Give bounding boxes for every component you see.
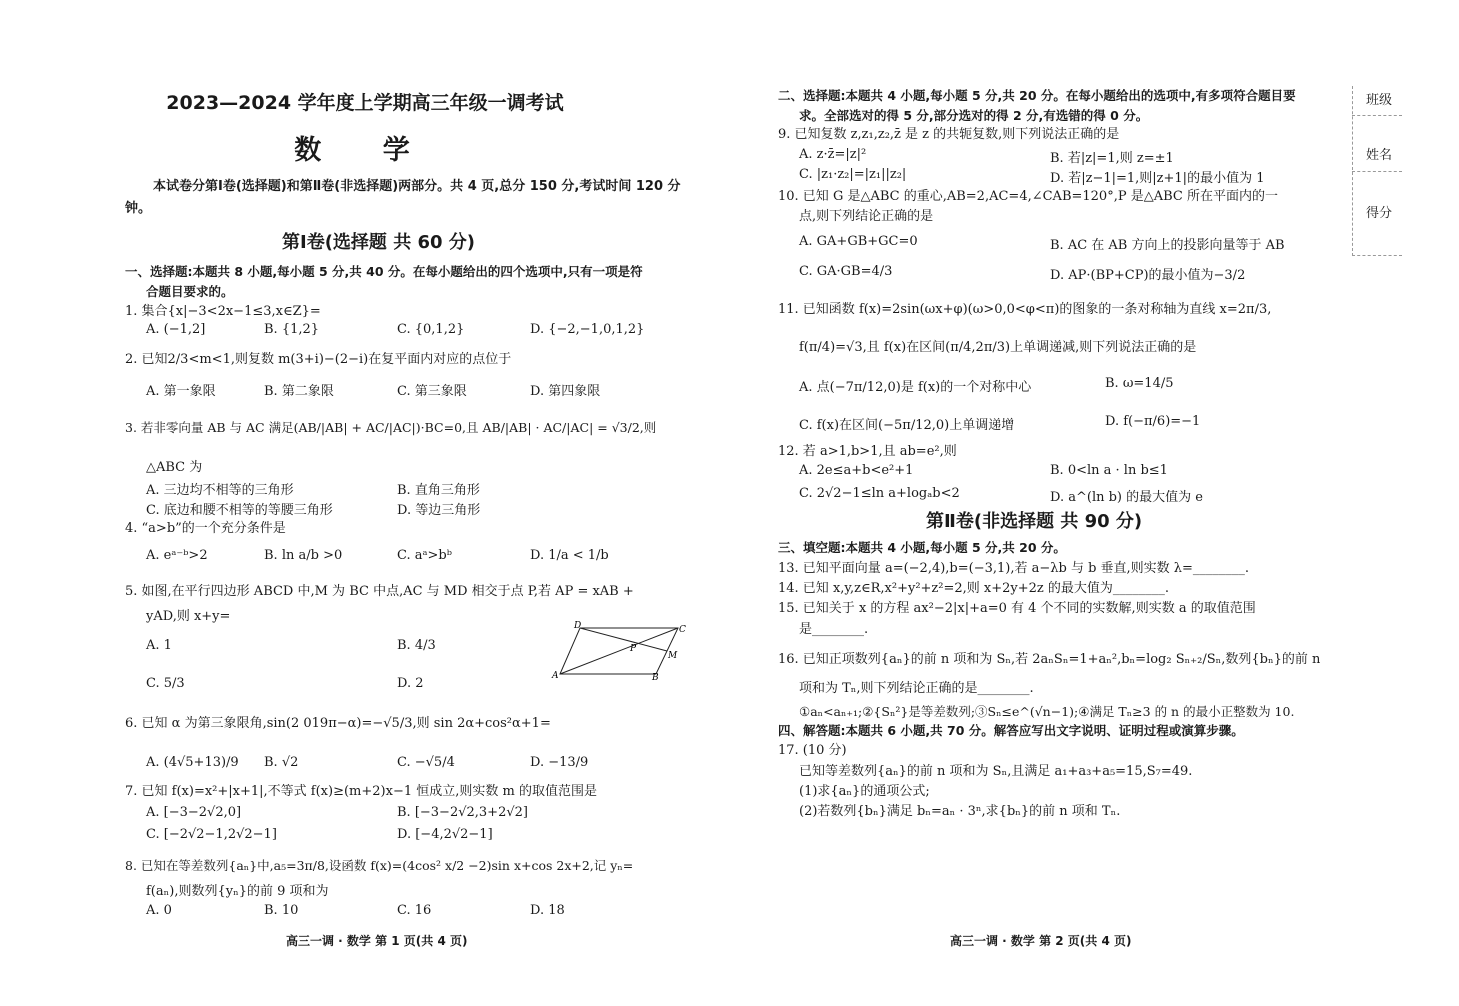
figure-label-c: C	[679, 625, 686, 635]
q6-option-c: C. −√5/4	[397, 755, 455, 770]
q2-option-a: A. 第一象限	[146, 384, 216, 399]
section-1-heading-line2: 合题目要求的。	[146, 284, 234, 299]
q11-option-c: C. f(x)在区间(−5π/12,0)上单调递增	[799, 418, 1015, 433]
figure-label-m: M	[668, 651, 678, 661]
question-12-stem: 12. 若 a>1,b>1,且 ab=e²,则	[778, 444, 957, 459]
question-8-stem: 8. 已知在等差数列{aₙ}中,a₅=3π/8,设函数 f(x)=(4cos² x/2 −2)sin x+cos 2x+2,记 yₙ=	[125, 858, 634, 873]
exam-title: 2023—2024 学年度上学期高三年级一调考试	[166, 92, 564, 114]
q2-option-d: D. 第四象限	[530, 384, 601, 399]
q4-option-a: A. eᵃ⁻ᵇ>2	[146, 548, 208, 563]
q5-option-a: A. 1	[146, 638, 172, 653]
question-16-line1: 16. 已知正项数列{aₙ}的前 n 项和为 Sₙ,若 2aₙSₙ=1+aₙ²,bₙ=log₂ Sₙ₊₂/Sₙ,数列{bₙ}的前 n	[778, 652, 1321, 667]
q6-option-a: A. (4√5+13)/9	[146, 755, 239, 770]
intro-text: 本试卷分第Ⅰ卷(选择题)和第Ⅱ卷(非选择题)两部分。共 4 页,总分 150 分,考试时间 120 分钟。	[125, 179, 681, 216]
question-17-part-1: (1)求{aₙ}的通项公式;	[799, 784, 930, 799]
parallelogram-figure	[548, 618, 688, 682]
section-2-heading-line1: 二、选择题:本题共 4 小题,每小题 5 分,共 20 分。在每小题给出的选项中,有多项符合题目要	[778, 88, 1296, 103]
q7-option-c: C. [−2√2−1,2√2−1]	[146, 827, 277, 842]
q3-option-a: A. 三边均不相等的三角形	[146, 483, 294, 498]
q8-option-a: A. 0	[146, 903, 172, 918]
question-4-stem: 4. “a>b”的一个充分条件是	[125, 521, 286, 536]
part-2-title: 第Ⅱ卷(非选择题 共 90 分)	[926, 511, 1143, 532]
q10-option-a: A. GA+GB+GC=0	[799, 234, 918, 249]
question-9-stem: 9. 已知复数 z,z₁,z₂,z̄ 是 z 的共轭复数,则下列说法正确的是	[778, 127, 1120, 142]
question-11-stem-line2: f(π/4)=√3,且 f(x)在区间(π/4,2π/3)上单调递减,则下列说法正确的是	[799, 340, 1197, 355]
question-3-stem-line2: △ABC 为	[146, 460, 203, 475]
question-10-stem: 10. 已知 G 是△ABC 的重心,AB=2,AC=4,∠CAB=120°,P 是△ABC 所在平面内的一	[778, 189, 1278, 204]
class-label: 班级	[1366, 93, 1393, 108]
q7-option-d: D. [−4,2√2−1]	[397, 827, 493, 842]
figure-label-b: B	[652, 673, 659, 682]
q5-option-b: B. 4/3	[397, 638, 436, 653]
question-14: 14. 已知 x,y,z∈R,x²+y²+z²=2,则 x+2y+2z 的最大值为________.	[778, 581, 1170, 596]
q3-option-c: C. 底边和腰不相等的等腰三角形	[146, 503, 333, 518]
name-field[interactable]	[1352, 116, 1402, 172]
q10-option-c: C. GA·GB=4/3	[799, 264, 893, 279]
name-label: 姓名	[1366, 148, 1393, 163]
score-field[interactable]	[1352, 172, 1402, 256]
section-2-heading-line2: 求。全部选对的得 5 分,部分选对的得 2 分,有选错的得 0 分。	[799, 108, 1149, 123]
page-1-footer: 高三一调 · 数学 第 1 页(共 4 页)	[286, 934, 468, 948]
question-15-line1: 15. 已知关于 x 的方程 ax²−2|x|+a=0 有 4 个不同的实数解,则实数 a 的取值范围	[778, 601, 1256, 616]
question-2-stem: 2. 已知2/3<m<1,则复数 m(3+i)−(2−i)在复平面内对应的点位于	[125, 352, 512, 367]
q7-option-a: A. [−3−2√2,0]	[146, 805, 242, 820]
q4-option-c: C. aᵃ>bᵇ	[397, 548, 452, 563]
q1-option-c: C. {0,1,2}	[397, 322, 465, 337]
q5-option-c: C. 5/3	[146, 676, 185, 691]
q4-option-b: B. ln a/b >0	[264, 548, 343, 563]
q10-option-d: D. AP·(BP+CP)的最小值为−3/2	[1050, 268, 1246, 283]
q12-option-b: B. 0<ln a · ln b≤1	[1050, 463, 1168, 478]
q10-option-b: B. AC 在 AB 方向上的投影向量等于 AB	[1050, 238, 1285, 253]
q9-option-a: A. z·z̄=|z|²	[799, 147, 867, 162]
question-11-stem: 11. 已知函数 f(x)=2sin(ωx+φ)(ω>0,0<φ<π)的图象的一条对称轴为直线 x=2π/3,	[778, 302, 1272, 317]
question-8-stem-line2: f(aₙ),则数列{yₙ}的前 9 项和为	[146, 884, 329, 899]
question-1-stem: 1. 集合{x|−3<2x−1≤3,x∈Z}=	[125, 304, 321, 319]
q6-option-b: B. √2	[264, 755, 299, 770]
q12-option-c: C. 2√2−1≤ln a+logₐb<2	[799, 486, 960, 501]
class-field[interactable]	[1352, 86, 1402, 116]
question-16-line3: ①aₙ<aₙ₊₁;②{Sₙ²}是等差数列;③Sₙ≤e^(√n−1);④满足 Tₙ≥3 的 n 的最小正整数为 10.	[799, 704, 1295, 719]
q1-option-b: B. {1,2}	[264, 322, 320, 337]
q9-option-b: B. 若|z|=1,则 z=±1	[1050, 151, 1174, 166]
section-3-heading: 三、填空题:本题共 4 小题,每小题 5 分,共 20 分。	[778, 540, 1066, 555]
q9-option-d: D. 若|z−1|=1,则|z+1|的最小值为 1	[1050, 171, 1265, 186]
q5-option-d: D. 2	[397, 676, 424, 691]
part-1-title: 第Ⅰ卷(选择题 共 60 分)	[282, 232, 475, 253]
q4-option-d: D. 1/a < 1/b	[530, 548, 609, 563]
question-5-stem-line2: yAD,则 x+y=	[146, 609, 231, 624]
question-7-stem: 7. 已知 f(x)=x²+|x+1|,不等式 f(x)≥(m+2)x−1 恒成立,则实数 m 的取值范围是	[125, 784, 597, 799]
section-4-heading: 四、解答题:本题共 6 小题,共 70 分。解答应写出文字说明、证明过程或演算步骤。	[778, 723, 1244, 738]
figure-label-a: A	[552, 671, 559, 681]
section-1-heading-line1: 一、选择题:本题共 8 小题,每小题 5 分,共 40 分。在每小题给出的四个选项中,只有一项是符	[125, 264, 643, 279]
q2-option-b: B. 第二象限	[264, 384, 334, 399]
exam-page-2	[730, 0, 1459, 1006]
q11-option-d: D. f(−π/6)=−1	[1105, 414, 1201, 429]
question-15-line2: 是________.	[799, 622, 869, 637]
question-17-stem: 已知等差数列{aₙ}的前 n 项和为 Sₙ,且满足 a₁+a₃+a₅=15,S₇=49.	[799, 764, 1193, 779]
q8-option-b: B. 10	[264, 903, 299, 918]
q9-option-c: C. |z₁·z₂|=|z₁||z₂|	[799, 167, 907, 182]
q3-option-d: D. 等边三角形	[397, 503, 481, 518]
q6-option-d: D. −13/9	[530, 755, 589, 770]
q11-option-a: A. 点(−7π/12,0)是 f(x)的一个对称中心	[799, 380, 1032, 395]
q1-option-d: D. {−2,−1,0,1,2}	[530, 322, 645, 337]
q2-option-c: C. 第三象限	[397, 384, 467, 399]
score-label: 得分	[1366, 206, 1393, 221]
q1-option-a: A. (−1,2]	[146, 322, 206, 337]
figure-label-d: D	[574, 621, 582, 631]
question-3-stem: 3. 若非零向量 AB 与 AC 满足(AB/|AB| + AC/|AC|)·BC=0,且 AB/|AB| · AC/|AC| = √3/2,则	[125, 420, 657, 435]
subject-title: 数 学	[294, 135, 436, 166]
question-17-header: 17. (10 分)	[778, 743, 847, 758]
page-2-footer: 高三一调 · 数学 第 2 页(共 4 页)	[950, 934, 1132, 948]
q3-option-b: B. 直角三角形	[397, 483, 480, 498]
q11-option-b: B. ω=14/5	[1105, 376, 1174, 391]
question-10-stem-line2: 点,则下列结论正确的是	[799, 209, 934, 224]
q12-option-d: D. a^(ln b) 的最大值为 e	[1050, 490, 1203, 505]
q8-option-d: D. 18	[530, 903, 565, 918]
question-5-stem: 5. 如图,在平行四边形 ABCD 中,M 为 BC 中点,AC 与 MD 相交于点 P,若 AP = xAB +	[125, 584, 634, 599]
q7-option-b: B. [−3−2√2,3+2√2]	[397, 805, 528, 820]
figure-label-p: P	[630, 644, 637, 654]
question-6-stem: 6. 已知 α 为第三象限角,sin(2 019π−α)=−√5/3,则 sin 2α+cos²α+1=	[125, 716, 551, 731]
q8-option-c: C. 16	[397, 903, 432, 918]
question-16-line2: 项和为 Tₙ,则下列结论正确的是________.	[799, 681, 1034, 696]
question-17-part-2: (2)若数列{bₙ}满足 bₙ=aₙ · 3ⁿ,求{bₙ}的前 n 项和 Tₙ.	[799, 804, 1121, 819]
q12-option-a: A. 2e≤a+b<e²+1	[799, 463, 914, 478]
question-13: 13. 已知平面向量 a=(−2,4),b=(−3,1),若 a−λb 与 b 垂直,则实数 λ=________.	[778, 561, 1250, 576]
